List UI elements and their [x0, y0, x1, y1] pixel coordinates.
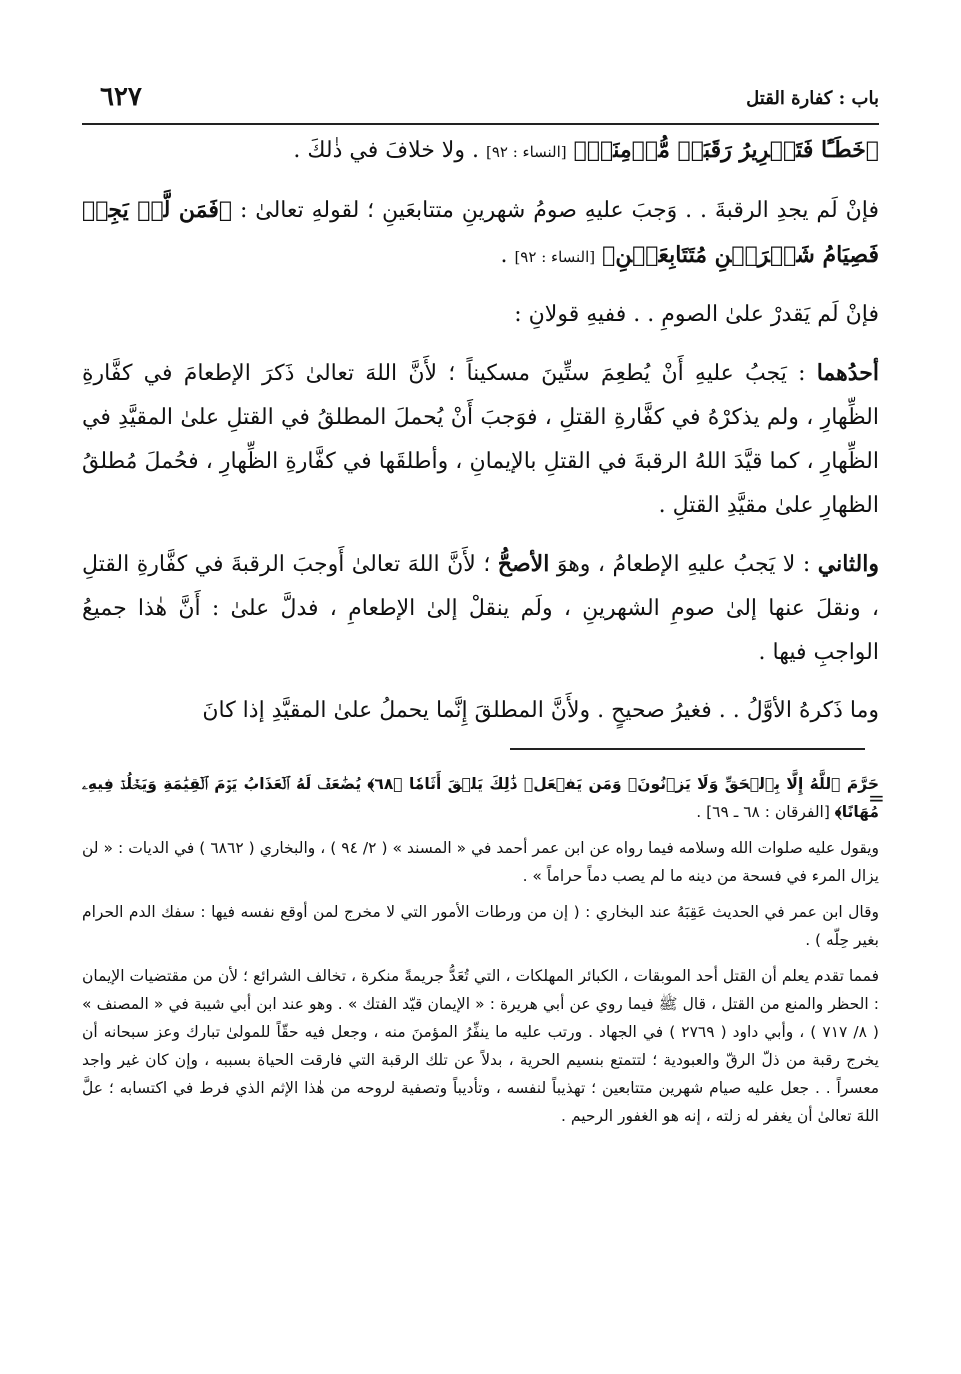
quran-verse: ﴿خَطَـًٔا فَتَحۡرِيرُ رَقَبَةٖ مُّؤۡمِنَةٖ﴾	[573, 137, 879, 163]
paragraph-text: : لا يَجبُ عليهِ الإطعامُ ، وهوَ	[556, 552, 811, 577]
paragraph-2	[82, 188, 879, 279]
paragraph-text: فإنْ لَم يجدِ الرقبةَ . . وَجبَ عليهِ صومُ شهرينِ متتابعَينِ ؛ لقولهِ تعالىٰ :	[239, 198, 879, 223]
quran-verse: ﴿فَمَن لَّمۡ يَجِدۡ فَصِيَامُ شَهۡرَيۡنِ مُتَتَابِعَيۡنِ﴾	[82, 197, 879, 268]
paragraph-text: . ولا خلافَ في ذٰلكَ .	[293, 138, 479, 163]
quran-verse: حَرَّمَ ٱللَّهُ إِلَّا بِٱلۡحَقِّ وَلَا يَزۡنُونَۚ وَمَن يَفۡعَلۡ ذَٰلِكَ يَلۡقَ أَثَامٗا ﴿٦٨﴾ يُضَٰعَفۡ لَهُ ٱلۡعَذَابُ يَوۡمَ ٱلۡقِيَٰمَةِ وَيَخۡلُدۡ فِيهِۦ مُهَانًا﴾	[82, 775, 879, 821]
running-title: باب : كفارة القتل	[746, 88, 879, 109]
verse-reference: [الفرقان : ٦٨ ـ ٦٩] .	[696, 803, 830, 821]
paragraph-text: وما ذَكرهُ الأوَّلُ . . فغيرُ صحيحٍ . ولأَنَّ المطلقَ إِنَّما يحملُ علىٰ المقيَّدِ إذا كانَ	[202, 698, 879, 723]
paragraph-lead: أحدُهما	[816, 360, 879, 386]
verse-reference: [النساء : ٩٢]	[485, 143, 567, 161]
emphasis-text: الأصحُّ	[497, 551, 550, 577]
paragraph-text: فإنْ لَم يَقدرْ علىٰ الصومِ . . ففيهِ قولانِ :	[514, 302, 879, 327]
paragraph-3	[82, 293, 879, 337]
paragraph-lead: والثاني	[817, 551, 879, 577]
footnote-continuation-mark: =	[868, 786, 885, 810]
main-text	[82, 128, 879, 747]
footnote-rule	[510, 748, 865, 750]
page-header	[82, 78, 879, 126]
paragraph-1	[82, 128, 879, 174]
paragraph-text: : يَجبُ عليهِ أَنْ يُطعِمَ ستِّينَ مسكيناً ؛ لأَنَّ اللهَ تعالىٰ ذَكرَ الإطعامَ في كفَّارةِ الظِّهارِ ، ولم يذكرْهُ في كفَّارةِ القتلِ ، فوَجبَ أَنْ يُحملَ المطلقُ في القتلِ علىٰ المقيَّدِ في الظِّهارِ ، كما قيَّدَ اللهُ الرقبةَ في القتلِ بالإيمانِ ، وأطلقَها في كفَّارةِ الظِّهارِ ، فحُملَ مُطلقُ الظهارِ علىٰ مقيَّدِ القتلِ .	[82, 361, 879, 518]
paragraph-tail: .	[500, 243, 508, 268]
footnote-4: فمما تقدم يعلم أن القتل أحد الموبقات ، الكبائر المهلكات ، التي تُعَدُّ جريمةً منكرة ، تخالف الشرائع ؛ لأن من مقتضيات الإيمان : الحظر والمنع من القتل ، قال ﷺ فيما روي عن أبي هريرة : « الإيمان قيّد الفتك » . وهو عند ابن أبي شيبة في « المصنف » ( ٨/ ٧١٧ ) ، وأبي داود ( ٢٧٦٩ ) في الجهاد . ورتب عليه ما ينفِّرُ المؤمنَ منه ، وجعل فيه حقّاً للمولىٰ تبارك وعز سبحانه أن يخرج رقبة من ذلّ الرقّ والعبودية ؛ لتتمتع بنسيم الحرية ، بدلاً عن تلك الرقبة التي فارقت الحياة بسببه ، وإن كان غير واجد معسراً . . جعل عليه صيام شهرين متتابعين ؛ تهذيباً لنفسه ، وتأديباً وتصفية لروحه من هٰذا الإثم الذي فرط في اكتسابه ؛ علَّ اللهَ تعالىٰ أن يغفر له زلته ، إنه هو الغفور الرحيم .	[82, 967, 879, 1125]
paragraph-text: ؛ لأَنَّ اللهَ تعالىٰ أَوجبَ الرقبةَ في كفَّارةِ القتلِ ، ونقلَ عنها إلىٰ صومِ الشهرينِ ، ولَم ينقلْ إلىٰ الإطعامِ ، فدلَّ علىٰ : أَنَّ هٰذا جميعُ الواجبِ فيها .	[82, 552, 879, 665]
footnotes	[82, 770, 879, 1138]
page-number: ٦٢٧	[100, 82, 142, 112]
paragraph-6	[82, 689, 879, 733]
footnote-3: وقال ابن عمر في الحديث عَقِبَهُ عند البخاري : ( إن من ورطات الأمور التي لا مخرج لمن أوقع نفسه فيها : سفك الدم الحرام بغير حِلّه ) .	[82, 903, 879, 949]
header-rule	[82, 123, 879, 125]
verse-reference: [النساء : ٩٢]	[514, 248, 596, 266]
paragraph-4	[82, 351, 879, 528]
paragraph-5	[82, 542, 879, 675]
footnote-1	[82, 770, 879, 826]
footnote-2: ويقول عليه صلوات الله وسلامه فيما رواه عن ابن عمر أحمد في « المسند » ( ٢/ ٩٤ ) ، والبخاري ( ٦٨٦٢ ) في الديات : « لن يزال المرء في فسحة من دينه ما لم يصب دماً حراماً » .	[82, 839, 879, 885]
